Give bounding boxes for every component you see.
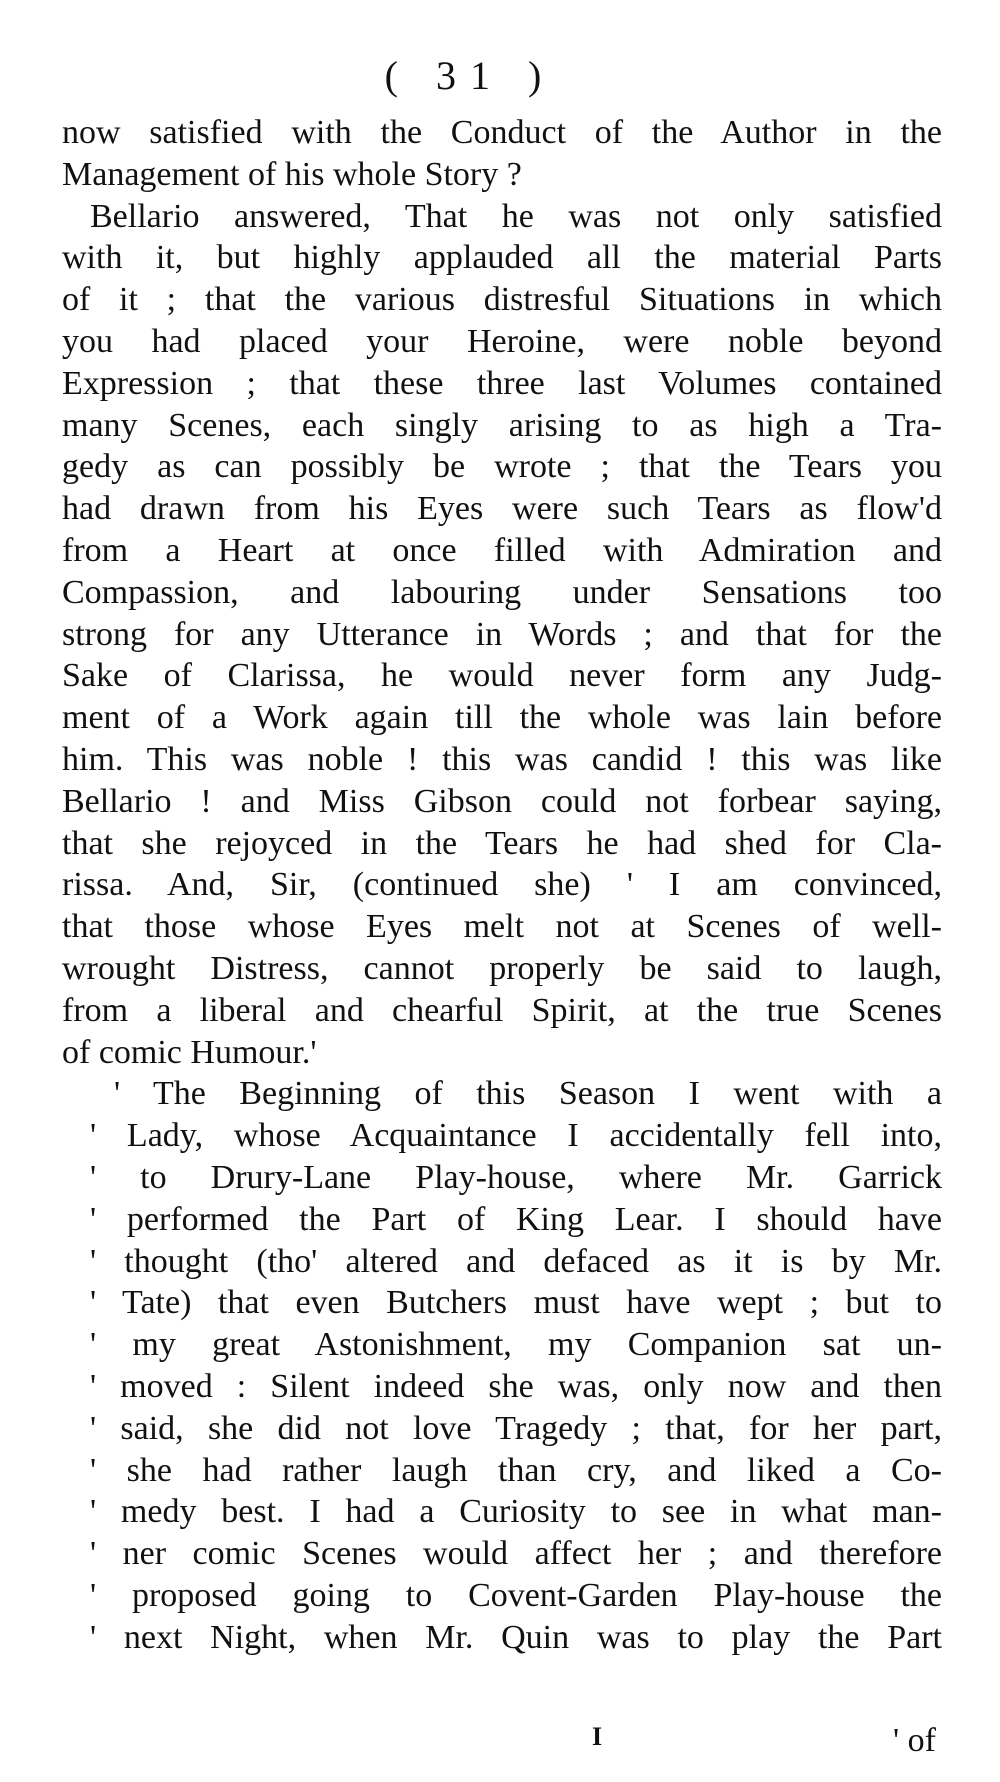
text-line: ' my great Astonishment, my Companion sat un- — [90, 1326, 942, 1364]
body-text — [62, 112, 942, 1658]
signature-mark: I — [592, 1722, 603, 1751]
text-line: ' to Drury-Lane Play-house, where Mr. Garrick — [90, 1158, 942, 1196]
text-line: of it ; that the various distresful Situations in which — [62, 281, 942, 319]
text-line: ' thought (tho' altered and defaced as it is by Mr. — [90, 1242, 942, 1280]
text-line: rissa. And, Sir, (continued she) ' I am convinced, — [62, 866, 942, 904]
text-line: from a Heart at once filled with Admiration and — [62, 531, 942, 569]
text-line: strong for any Utterance in Words ; and that for the — [62, 615, 942, 653]
text-line: of comic Humour.' — [62, 1033, 317, 1071]
text-line: ' moved : Silent indeed she was, only now and then — [90, 1367, 942, 1405]
text-line: ' medy best. I had a Curiosity to see in what man- — [90, 1493, 942, 1531]
text-line: that she rejoyced in the Tears he had shed for Cla- — [62, 824, 942, 862]
text-line: ment of a Work again till the whole was lain before — [62, 699, 942, 737]
text-line: ' said, she did not love Tragedy ; that, for her part, — [90, 1409, 942, 1447]
text-line: that those whose Eyes melt not at Scenes of well- — [62, 908, 942, 946]
text-line: ' performed the Part of King Lear. I should have — [90, 1200, 942, 1238]
text-line: Bellario answered, That he was not only satisfied — [90, 197, 942, 235]
catchword: ' of — [893, 1722, 936, 1759]
text-line: him. This was noble ! this was candid ! this was like — [62, 740, 942, 778]
page-footer — [62, 1722, 942, 1762]
text-line: Management of his whole Story ? — [62, 155, 522, 193]
text-line: with it, but highly applauded all the material Parts — [62, 239, 942, 277]
text-line: ' next Night, when Mr. Quin was to play the Part — [90, 1618, 942, 1656]
text-line: ' Tate) that even Butchers must have wept ; but to — [90, 1284, 942, 1322]
text-line: Sake of Clarissa, he would never form any Judg- — [62, 657, 942, 695]
text-line: many Scenes, each singly arising to as high a Tra- — [62, 406, 942, 444]
text-line: ' proposed going to Covent-Garden Play-house the — [90, 1576, 942, 1614]
text-line: ' ner comic Scenes would affect her ; and therefore — [90, 1535, 942, 1573]
text-line: Compassion, and labouring under Sensations too — [62, 573, 942, 611]
text-line: ' Lady, whose Acquaintance I accidentally fell into, — [90, 1117, 942, 1155]
text-line: now satisfied with the Conduct of the Author in the — [62, 114, 942, 151]
text-line: wrought Distress, cannot properly be said to laugh, — [62, 949, 942, 987]
text-line: from a liberal and chearful Spirit, at the true Scenes — [62, 991, 942, 1029]
text-line: gedy as can possibly be wrote ; that the Tears you — [62, 448, 942, 486]
page-number: ( 31 ) — [384, 53, 556, 98]
text-line: Expression ; that these three last Volumes contained — [62, 364, 942, 402]
text-line: ' The Beginning of this Season I went with a — [114, 1075, 942, 1113]
text-line: Bellario ! and Miss Gibson could not forbear saying, — [62, 782, 942, 820]
text-line: you had placed your Heroine, were noble beyond — [62, 322, 942, 360]
text-line: had drawn from his Eyes were such Tears as flow'd — [62, 490, 942, 528]
text-line: ' she had rather laugh than cry, and liked a Co- — [90, 1451, 942, 1489]
